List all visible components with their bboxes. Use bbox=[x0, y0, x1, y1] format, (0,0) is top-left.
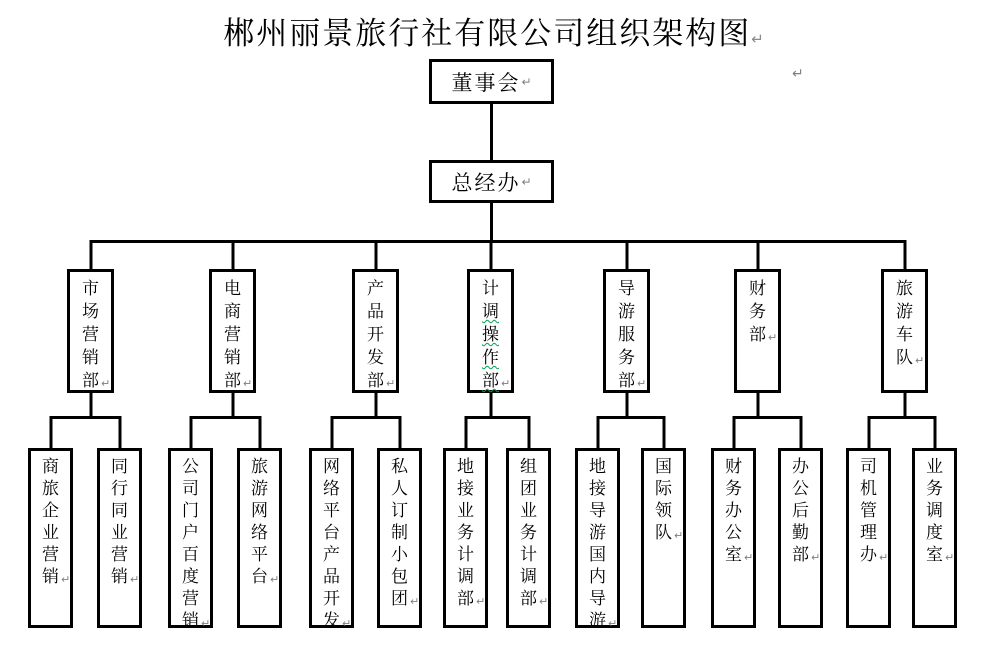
dept-label: 电商营销部 ↵ bbox=[224, 279, 253, 390]
return-mark-icon: ↵ bbox=[130, 573, 140, 586]
unit-label: 公司门户百度营销 ↵ bbox=[182, 457, 211, 630]
return-mark-icon: ↵ bbox=[386, 377, 396, 390]
return-mark-icon: ↵ bbox=[521, 74, 532, 89]
gm-office-node bbox=[429, 160, 554, 203]
return-mark-icon: ↵ bbox=[879, 551, 889, 564]
unit-label: 旅游网络平台 ↵ bbox=[251, 457, 280, 586]
return-mark-icon: ↵ bbox=[945, 551, 955, 564]
unit-label: 地接业务计调部 ↵ bbox=[457, 457, 486, 608]
return-mark-icon: ↵ bbox=[811, 551, 821, 564]
unit-box-business-travel-marketing bbox=[28, 448, 73, 628]
spellcheck-underline-text: 调操作部 bbox=[482, 302, 499, 390]
dept-box-tourist-fleet bbox=[881, 269, 928, 393]
unit-box-inbound-domestic-guides bbox=[575, 448, 620, 628]
unit-box-finance-office bbox=[711, 448, 756, 628]
unit-label: 国际领队 ↵ bbox=[655, 457, 684, 542]
page-title-text: 郴州丽景旅行社有限公司组织架构图 bbox=[223, 16, 752, 51]
return-mark-icon: ↵ bbox=[744, 551, 754, 564]
return-mark-icon: ↵ bbox=[608, 617, 618, 630]
unit-label: 地接导游国内导游 ↵ bbox=[589, 457, 618, 630]
return-mark-icon: ↵ bbox=[674, 529, 684, 542]
return-mark-icon: ↵ bbox=[243, 377, 253, 390]
dept-label: 计调操作部 ↵ bbox=[482, 279, 511, 390]
dept-box-tour-guide-service bbox=[603, 269, 650, 393]
dept-label: 产品开发部 ↵ bbox=[367, 279, 396, 390]
return-mark-icon: ↵ bbox=[539, 595, 549, 608]
dept-box-finance bbox=[734, 269, 781, 393]
return-mark-icon: ↵ bbox=[768, 331, 778, 344]
board-label: 董事会 bbox=[451, 70, 521, 95]
return-mark-icon: ↵ bbox=[201, 617, 211, 630]
unit-box-portal-baidu-marketing bbox=[168, 448, 213, 628]
return-mark-icon: ↵ bbox=[101, 377, 111, 390]
return-mark-icon: ↵ bbox=[751, 30, 764, 48]
return-mark-icon: ↵ bbox=[476, 595, 486, 608]
dept-box-operations-planning bbox=[467, 269, 514, 393]
unit-label: 业务调度室 ↵ bbox=[926, 457, 955, 564]
unit-label: 组团业务计调部 ↵ bbox=[520, 457, 549, 608]
dept-box-product-development bbox=[352, 269, 399, 393]
return-mark-icon: ↵ bbox=[270, 573, 280, 586]
dept-label: 财务部 ↵ bbox=[749, 279, 778, 344]
dept-label: 市场营销部 ↵ bbox=[82, 279, 111, 390]
unit-box-international-tour-leaders bbox=[641, 448, 686, 628]
return-mark-icon: ↵ bbox=[637, 377, 647, 390]
return-mark-icon: ↵ bbox=[521, 174, 532, 189]
dept-label: 旅游车队 ↵ bbox=[896, 279, 925, 367]
unit-box-peer-industry-marketing bbox=[97, 448, 142, 628]
dept-label: 导游服务部 ↵ bbox=[618, 279, 647, 390]
paragraph-return-mark-icon: ↵ bbox=[792, 66, 804, 82]
dept-box-ecommerce-marketing bbox=[209, 269, 256, 393]
dept-box-marketing bbox=[67, 269, 114, 393]
unit-box-inbound-operations bbox=[443, 448, 488, 628]
unit-box-private-custom-small-group bbox=[377, 448, 422, 628]
unit-label: 网络平台产品开发 ↵ bbox=[323, 457, 352, 630]
unit-box-driver-management-office bbox=[846, 448, 891, 628]
unit-label: 财务办公室 ↵ bbox=[725, 457, 754, 564]
unit-box-group-tour-operations bbox=[506, 448, 551, 628]
unit-label: 同行同业营销 ↵ bbox=[111, 457, 140, 586]
unit-box-travel-network-platform bbox=[237, 448, 282, 628]
unit-label: 商旅企业营销 ↵ bbox=[42, 457, 71, 586]
return-mark-icon: ↵ bbox=[342, 617, 352, 630]
gm-office-label: 总经办 bbox=[451, 170, 521, 195]
return-mark-icon: ↵ bbox=[501, 377, 511, 390]
unit-label: 私人订制小包团 ↵ bbox=[391, 457, 420, 608]
unit-box-platform-product-development bbox=[309, 448, 354, 628]
unit-box-dispatch-room bbox=[912, 448, 957, 628]
return-mark-icon: ↵ bbox=[410, 595, 420, 608]
return-mark-icon: ↵ bbox=[61, 573, 71, 586]
return-mark-icon: ↵ bbox=[915, 354, 925, 367]
unit-label: 办公后勤部 ↵ bbox=[792, 457, 821, 564]
unit-label: 司机管理办 ↵ bbox=[860, 457, 889, 564]
board-node bbox=[429, 59, 554, 104]
unit-box-admin-logistics bbox=[778, 448, 823, 628]
